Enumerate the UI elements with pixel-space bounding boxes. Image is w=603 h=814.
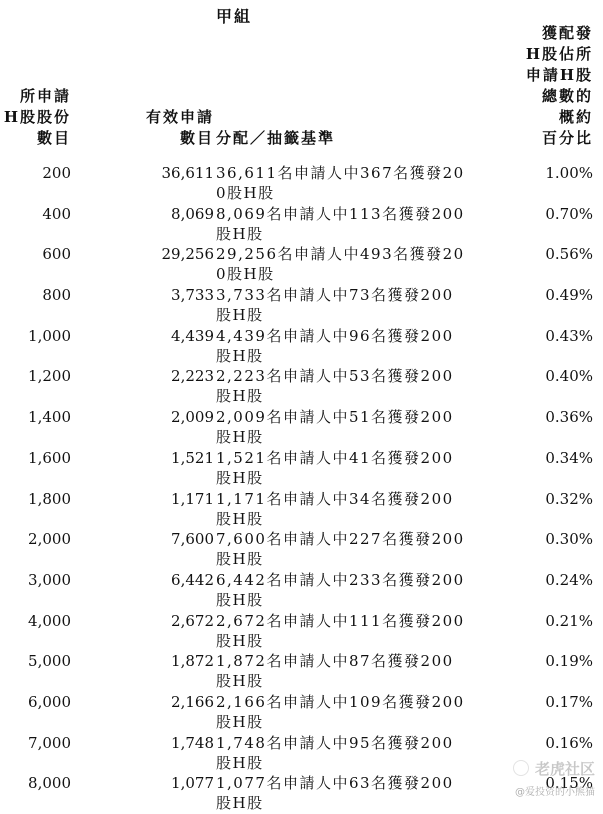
cell-shares: 600 — [42, 245, 71, 264]
cell-percentage: 0.56% — [545, 245, 593, 264]
table-row — [0, 407, 603, 448]
table-row — [0, 489, 603, 530]
cell-percentage: 0.19% — [545, 652, 593, 671]
cell-allocation-basis: 29,256名申請人中493名獲發200股H股 — [216, 245, 465, 284]
cell-valid-applications: 8,069 — [171, 204, 214, 223]
cell-valid-applications: 2,672 — [171, 611, 214, 630]
cell-shares: 1,000 — [28, 326, 71, 345]
cell-valid-applications: 1,077 — [171, 774, 214, 793]
table-row — [0, 285, 603, 326]
cell-allocation-basis: 2,166名申請人中109名獲發200股H股 — [216, 692, 465, 731]
cell-shares: 2,000 — [28, 530, 71, 549]
group-title: 甲組 — [216, 7, 253, 26]
cell-percentage: 1.00% — [545, 164, 593, 182]
cell-allocation-basis: 2,009名申請人中51名獲發200股H股 — [216, 408, 454, 447]
cell-allocation-basis: 2,223名申請人中53名獲發200股H股 — [216, 367, 454, 406]
cell-allocation-basis: 1,872名申請人中87名獲發200股H股 — [216, 652, 454, 691]
table-row — [0, 651, 603, 692]
cell-percentage: 0.16% — [545, 733, 593, 752]
cell-shares: 7,000 — [28, 733, 71, 752]
cell-valid-applications: 1,748 — [171, 733, 214, 752]
table-row — [0, 611, 603, 652]
watermark — [513, 758, 595, 798]
cell-shares: 6,000 — [28, 692, 71, 711]
cell-allocation-basis: 2,672名申請人中111名獲發200股H股 — [216, 611, 465, 650]
table-row — [0, 163, 603, 204]
cell-valid-applications: 1,872 — [171, 652, 214, 671]
table-row — [0, 326, 603, 367]
header-allocation-basis: 分配／抽籤基準 — [216, 129, 336, 147]
cell-shares: 200 — [42, 164, 71, 182]
cell-valid-applications: 2,009 — [171, 408, 214, 427]
cell-allocation-basis: 36,611名申請人中367名獲發200股H股 — [216, 164, 465, 202]
cell-valid-applications: 1,171 — [171, 489, 214, 508]
cell-allocation-basis: 1,171名申請人中34名獲發200股H股 — [216, 489, 454, 528]
cell-valid-applications: 4,439 — [171, 326, 214, 345]
cell-shares: 1,800 — [28, 489, 71, 508]
cell-shares: 5,000 — [28, 652, 71, 671]
cell-percentage: 0.32% — [545, 489, 593, 508]
allocation-table — [0, 163, 603, 814]
cell-percentage: 0.36% — [545, 408, 593, 427]
cell-percentage: 0.15% — [545, 774, 593, 793]
cell-allocation-basis: 7,600名申請人中227名獲發200股H股 — [216, 530, 465, 569]
cell-percentage: 0.49% — [545, 286, 593, 305]
cell-valid-applications: 36,611 — [161, 164, 214, 182]
cell-shares: 1,400 — [28, 408, 71, 427]
cell-valid-applications: 6,442 — [171, 570, 214, 589]
cell-shares: 3,000 — [28, 570, 71, 589]
cell-valid-applications: 2,223 — [171, 367, 214, 386]
cell-allocation-basis: 6,442名申請人中233名獲發200股H股 — [216, 570, 465, 609]
cell-allocation-basis: 1,521名申請人中41名獲發200股H股 — [216, 448, 454, 487]
cell-allocation-basis: 1,077名申請人中63名獲發200股H股 — [216, 774, 454, 813]
cell-allocation-basis: 3,733名申請人中73名獲發200股H股 — [216, 286, 454, 325]
table-row — [0, 366, 603, 407]
cell-shares: 1,600 — [28, 448, 71, 467]
tiger-logo-icon — [513, 760, 529, 776]
header-percentage: 獲配發 H股佔所 申請H股 總數的 概約 百分比 — [525, 24, 593, 147]
cell-percentage: 0.40% — [545, 367, 593, 386]
cell-allocation-basis: 8,069名申請人中113名獲發200股H股 — [216, 204, 465, 243]
table-row — [0, 204, 603, 245]
cell-percentage: 0.70% — [545, 204, 593, 223]
cell-percentage: 0.30% — [545, 530, 593, 549]
cell-allocation-basis: 4,439名申請人中96名獲發200股H股 — [216, 326, 454, 365]
cell-percentage: 0.34% — [545, 448, 593, 467]
table-row — [0, 244, 603, 285]
cell-percentage: 0.24% — [545, 570, 593, 589]
watermark-main: 老虎社区 — [534, 760, 595, 778]
cell-percentage: 0.21% — [545, 611, 593, 630]
cell-shares: 400 — [42, 204, 71, 223]
cell-percentage: 0.17% — [545, 692, 593, 711]
table-row — [0, 570, 603, 611]
header-valid-applications: 有效申請 數目 — [145, 108, 214, 147]
cell-valid-applications: 2,166 — [171, 692, 214, 711]
watermark-sub: @爱投资的小熊猫 — [515, 787, 595, 798]
cell-shares: 4,000 — [28, 611, 71, 630]
cell-shares: 800 — [42, 286, 71, 305]
table-row — [0, 529, 603, 570]
cell-valid-applications: 29,256 — [161, 245, 214, 264]
table-row — [0, 692, 603, 733]
cell-shares: 1,200 — [28, 367, 71, 386]
cell-valid-applications: 3,733 — [171, 286, 214, 305]
cell-percentage: 0.43% — [545, 326, 593, 345]
table-row — [0, 448, 603, 489]
cell-shares: 8,000 — [28, 774, 71, 793]
cell-valid-applications: 1,521 — [171, 448, 214, 467]
cell-allocation-basis: 1,748名申請人中95名獲發200股H股 — [216, 733, 454, 772]
cell-valid-applications: 7,600 — [171, 530, 214, 549]
header-shares-applied: 所申請 H股股份 數目 — [3, 87, 71, 147]
